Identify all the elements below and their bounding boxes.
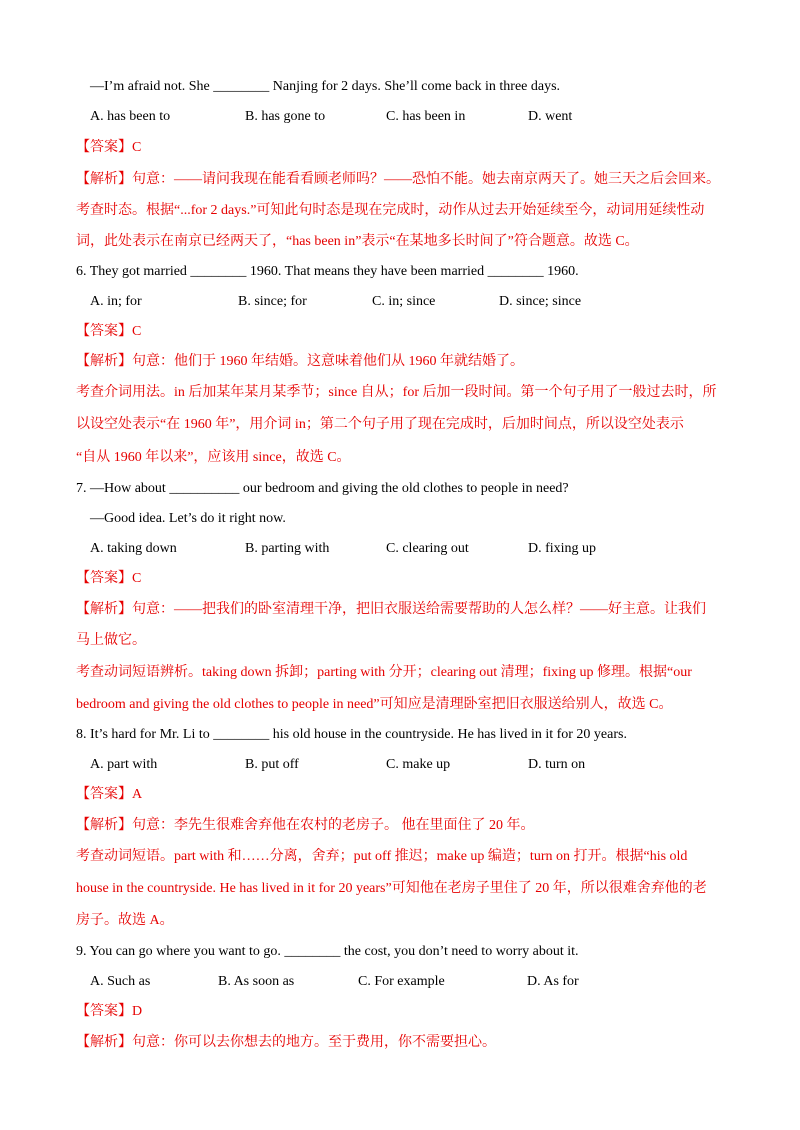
answer-label: 【答案】 bbox=[76, 140, 132, 155]
q7-option-c: C. clearing out bbox=[386, 541, 469, 556]
q7-answer bbox=[76, 570, 141, 588]
q9-option-b: B. As soon as bbox=[218, 974, 295, 989]
analysis-label: 【解析】 bbox=[76, 354, 132, 369]
answer-label: 【答案】 bbox=[76, 571, 132, 586]
q8-option-a: A. part with bbox=[90, 757, 158, 772]
analysis-text: 句意：你可以去你想去的地方。至于费用，你不需要担心。 bbox=[132, 1035, 496, 1050]
q9-option-d: D. As for bbox=[527, 974, 579, 989]
q7-analysis-3: 考查动词短语辨析。taking down 拆卸；parting with 分开；clearing out 清理；fixing up 修理。根据“our bbox=[76, 665, 692, 680]
answer-value: C bbox=[132, 571, 142, 586]
q8-analysis-1 bbox=[76, 817, 535, 835]
q7-analysis-1 bbox=[76, 601, 706, 619]
q9-option-c: C. For example bbox=[358, 974, 445, 989]
q9-analysis-1 bbox=[76, 1034, 496, 1052]
answer-value: D bbox=[132, 1004, 143, 1019]
q7-option-a: A. taking down bbox=[90, 541, 177, 556]
q6-analysis-1 bbox=[76, 353, 524, 371]
q9-stem: 9. You can go where you want to go. ________ the cost, you don’t need to worry about it. bbox=[76, 944, 579, 959]
answer-value: C bbox=[132, 324, 142, 339]
q8-option-c: C. make up bbox=[386, 757, 451, 772]
q5-option-b: B. has gone to bbox=[245, 109, 326, 124]
q5-option-c: C. has been in bbox=[386, 109, 466, 124]
analysis-label: 【解析】 bbox=[76, 1035, 132, 1050]
q7-stem: 7. —How about __________ our bedroom and giving the old clothes to people in need? bbox=[76, 481, 569, 496]
analysis-text: 句意：——请问我现在能看看顾老师吗？——恐怕不能。她去南京两天了。她三天之后会回来。 bbox=[132, 172, 720, 187]
q8-option-b: B. put off bbox=[245, 757, 299, 772]
q6-option-b: B. since; for bbox=[238, 294, 307, 309]
q5-analysis-3: 词，此处表示在南京已经两天了，“has been in”表示“在某地多长时间了”符合题意。故选 C。 bbox=[76, 234, 639, 249]
answer-value: A bbox=[132, 787, 143, 802]
answer-value: C bbox=[132, 140, 142, 155]
analysis-text: 句意：他们于 1960 年结婚。这意味着他们从 1960 年就结婚了。 bbox=[132, 354, 524, 369]
analysis-label: 【解析】 bbox=[76, 172, 132, 187]
q6-analysis-2: 考查介词用法。in 后加某年某月某季节；since 自从；for 后加一段时间。第一个句子用了一般过去时，所 bbox=[76, 385, 717, 400]
q8-stem: 8. It’s hard for Mr. Li to ________ his old house in the countryside. He has lived in it for 20 years. bbox=[76, 727, 627, 742]
q6-option-a: A. in; for bbox=[90, 294, 142, 309]
q5-answer bbox=[76, 139, 141, 157]
q6-stem: 6. They got married ________ 1960. That means they have been married ________ 1960. bbox=[76, 264, 579, 279]
answer-label: 【答案】 bbox=[76, 324, 132, 339]
q7-analysis-2: 马上做它。 bbox=[76, 633, 146, 648]
q5-option-d: D. went bbox=[528, 109, 573, 124]
q8-analysis-3: house in the countryside. He has lived in it for 20 years”可知他在老房子里住了 20 年，所以很难舍弃他的老 bbox=[76, 881, 707, 896]
q6-option-c: C. in; since bbox=[372, 294, 436, 309]
analysis-label: 【解析】 bbox=[76, 602, 132, 617]
q5-analysis-1 bbox=[76, 171, 720, 189]
answer-label: 【答案】 bbox=[76, 1004, 132, 1019]
q5-analysis-2: 考查时态。根据“...for 2 days.”可知此句时态是现在完成时，动作从过去开始延续至今，动词用延续性动 bbox=[76, 203, 705, 218]
q9-answer bbox=[76, 1003, 142, 1021]
q9-option-a: A. Such as bbox=[90, 974, 151, 989]
q7-reply: —Good idea. Let’s do it right now. bbox=[90, 511, 286, 526]
analysis-text: 句意：——把我们的卧室清理干净，把旧衣服送给需要帮助的人怎么样？——好主意。让我们 bbox=[132, 602, 706, 617]
q7-option-d: D. fixing up bbox=[528, 541, 597, 556]
q5-option-a: A. has been to bbox=[90, 109, 171, 124]
q8-answer bbox=[76, 786, 142, 804]
q7-option-b: B. parting with bbox=[245, 541, 330, 556]
q6-option-d: D. since; since bbox=[499, 294, 582, 309]
analysis-text: 句意：李先生很难舍弃他在农村的老房子。 他在里面住了 20 年。 bbox=[132, 818, 535, 833]
q6-analysis-3: 以设空处表示“在 1960 年”，用介词 in；第二个句子用了现在完成时，后加时间点，所以设空处表示 bbox=[76, 417, 684, 432]
q8-analysis-2: 考查动词短语。part with 和……分离，舍弃；put off 推迟；make up 编造；turn on 打开。根据“his old bbox=[76, 849, 688, 864]
q6-answer bbox=[76, 323, 141, 341]
answer-label: 【答案】 bbox=[76, 787, 132, 802]
q8-analysis-4: 房子。故选 A。 bbox=[76, 913, 174, 928]
q6-analysis-4: “自从 1960 年以来”，应该用 since，故选 C。 bbox=[76, 450, 351, 465]
q8-option-d: D. turn on bbox=[528, 757, 586, 772]
analysis-label: 【解析】 bbox=[76, 818, 132, 833]
q5-dialog-line: —I’m afraid not. She ________ Nanjing for 2 days. She’ll come back in three days. bbox=[90, 79, 561, 94]
q7-analysis-4: bedroom and giving the old clothes to people in need”可知应是清理卧室把旧衣服送给别人，故选 C。 bbox=[76, 697, 673, 712]
